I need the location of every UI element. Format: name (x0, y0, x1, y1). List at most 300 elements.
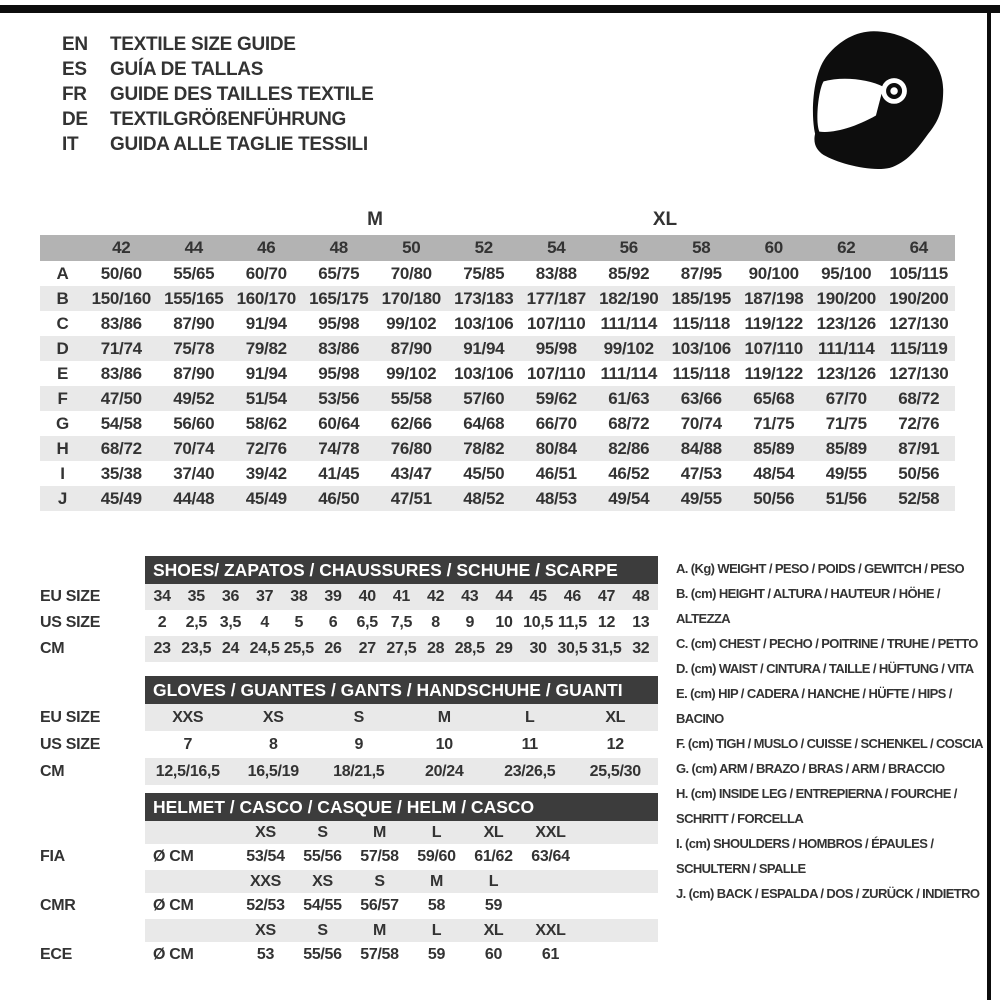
size-cell: 25,5 (282, 636, 316, 662)
helmet-size-cell: 55/56 (294, 942, 351, 968)
size-cell: 8 (431, 614, 440, 631)
size-cell: 49/52 (158, 386, 231, 411)
title-language-list (62, 32, 373, 157)
size-cell: 11,5 (557, 614, 587, 631)
size-cell: 87/90 (375, 336, 448, 361)
size-cell: 182/190 (593, 286, 666, 311)
size-cell: 25,5/30 (573, 758, 659, 785)
size-cell: 20/24 (402, 758, 488, 785)
helmet-values-row (40, 844, 658, 870)
size-cell: 32 (624, 636, 658, 662)
size-group-m: M (303, 204, 448, 235)
size-cell: 10,5 (523, 614, 554, 631)
size-cell: 79/82 (230, 336, 303, 361)
row-label: CM (40, 636, 145, 662)
size-cell: 91/94 (245, 313, 287, 333)
size-cell: 10 (495, 614, 513, 631)
helmet-size-header: M (351, 821, 408, 844)
size-cell: 107/110 (527, 363, 586, 383)
legend-item: J. (cm) BACK / ESPALDA / DOS / ZURÜCK / INDIETRO (676, 886, 980, 901)
size-cell: 47 (589, 584, 623, 610)
legend-item: A. (Kg) WEIGHT / PESO / POIDS / GEWITCH / PESO (676, 561, 965, 576)
size-group-s: S (158, 204, 303, 235)
table-row (40, 704, 658, 731)
size-column-header: 50 (375, 235, 448, 261)
size-cell: 127/130 (889, 363, 949, 383)
size-cell: 95/98 (318, 363, 360, 383)
size-cell: 23 (145, 636, 179, 662)
size-cell: 44/48 (158, 486, 231, 511)
spacer-cell (40, 676, 145, 704)
size-cell: 190/200 (810, 286, 883, 311)
size-column-header: 56 (593, 235, 666, 261)
size-cell: 29 (487, 636, 521, 662)
language-title: GUIDE DES TAILLES TEXTILE (110, 84, 374, 105)
helmet-size-cell: 59/60 (408, 844, 465, 870)
row-label: EU SIZE (40, 704, 145, 731)
legend-item: C. (cm) CHEST / PECHO / POITRINE / TRUHE / PETTO (676, 636, 978, 651)
helmet-size-header: XS (237, 919, 294, 942)
row-label: E (56, 363, 69, 383)
helmet-size-cell (522, 893, 579, 919)
row-label: D (40, 336, 85, 361)
size-cell: 95/98 (318, 313, 360, 333)
size-cell: 50/56 (898, 463, 940, 483)
size-cell: 103/106 (454, 363, 514, 383)
size-column-header: 44 (158, 235, 231, 261)
size-cell: 150/160 (85, 286, 158, 311)
size-cell: 46/52 (608, 463, 650, 483)
size-cell: 115/118 (672, 313, 730, 333)
helmet-size-cell: 58 (408, 893, 465, 919)
size-cell: 68/72 (883, 386, 956, 411)
size-cell: 72/76 (898, 413, 940, 433)
size-column-header: 46 (230, 235, 303, 261)
row-label: B (40, 286, 85, 311)
size-cell: 111/114 (600, 363, 658, 383)
size-cell: 34 (145, 584, 179, 610)
size-cell: 119/122 (744, 313, 803, 333)
helmet-size-cell: 53 (237, 942, 294, 968)
helmet-size-header: M (351, 919, 408, 942)
measurement-row (40, 286, 955, 311)
size-cell: 75/78 (158, 336, 231, 361)
language-title: TEXTILGRÖßENFÜHRUNG (110, 109, 347, 130)
helmet-size-header: L (465, 870, 522, 893)
size-cell: XL (573, 704, 659, 731)
size-cell: 38 (282, 584, 316, 610)
textile-size-table (40, 204, 955, 511)
size-cell: 48/53 (520, 486, 593, 511)
size-cell: 51/56 (810, 486, 883, 511)
size-column-header: 42 (85, 235, 158, 261)
size-cell: 60/70 (245, 263, 287, 283)
size-cell: 78/82 (448, 436, 521, 461)
measurement-row (40, 311, 955, 336)
spacer-cell (579, 844, 658, 870)
language-code: IT (62, 134, 79, 155)
size-column-header: 60 (738, 235, 811, 261)
spacer-cell (579, 870, 658, 893)
size-cell: 24,5 (248, 636, 282, 662)
gloves-size-table (40, 676, 658, 785)
helmet-size-cell: 57/58 (351, 942, 408, 968)
size-cell: 39/42 (245, 463, 287, 483)
size-cell: 48 (624, 584, 658, 610)
language-code: FR (62, 84, 87, 105)
size-cell: XXS (145, 704, 231, 731)
size-cell: M (402, 704, 488, 731)
size-cell: XS (231, 704, 317, 731)
size-cell: 42 (419, 584, 453, 610)
size-column-header: 54 (520, 235, 593, 261)
spacer-cell (145, 870, 237, 893)
size-cell: 105/115 (889, 263, 948, 283)
helmet-values-row (40, 942, 658, 968)
legend-item: B. (cm) HEIGHT / ALTURA / HAUTEUR / HÖHE / ALTEZZA (676, 586, 940, 626)
size-group-row (40, 204, 955, 235)
helmet-size-cell: 59 (465, 893, 522, 919)
size-cell: 72/76 (230, 436, 303, 461)
size-cell: 187/198 (738, 286, 811, 311)
size-cell: 48/52 (448, 486, 521, 511)
size-cell: 30,5 (555, 636, 589, 662)
size-cell: 37/40 (173, 463, 215, 483)
measurement-row (40, 411, 955, 436)
language-title: GUÍA DE TALLAS (110, 59, 264, 80)
helmet-standard-label: ECE (40, 942, 145, 968)
row-label: US SIZE (40, 610, 145, 636)
spacer-cell (579, 942, 658, 968)
size-cell: 49/54 (593, 486, 666, 511)
size-cell: 43/47 (390, 463, 432, 483)
size-cell: 56/60 (173, 413, 215, 433)
size-cell: 31,5 (589, 636, 623, 662)
size-cell: 90/100 (748, 263, 799, 283)
size-cell: 47/51 (375, 486, 448, 511)
size-cell: 7 (183, 735, 193, 753)
row-label: US SIZE (40, 731, 145, 758)
helmet-size-header: S (351, 870, 408, 893)
size-cell: 49/55 (665, 486, 738, 511)
size-cell: 39 (316, 584, 350, 610)
size-cell: 61/63 (593, 386, 666, 411)
helmet-size-cell: 60 (465, 942, 522, 968)
size-cell: 190/200 (883, 286, 956, 311)
language-row (62, 82, 373, 107)
size-cell: 68/72 (608, 413, 650, 433)
helmet-size-cell: 59 (408, 942, 465, 968)
size-cell: 51/54 (230, 386, 303, 411)
size-cell: 103/106 (665, 336, 738, 361)
size-cell: 9 (465, 614, 475, 631)
size-cell: 64/68 (463, 413, 505, 433)
size-cell: 85/89 (810, 436, 883, 461)
size-cell: 57/60 (448, 386, 521, 411)
measurement-row (40, 461, 955, 486)
measurement-row (40, 361, 955, 386)
size-cell: 54/58 (100, 413, 142, 433)
gloves-table-title: GLOVES / GUANTES / GANTS / HANDSCHUHE / GUANTI (145, 676, 658, 704)
row-label: EU SIZE (40, 584, 145, 610)
helmet-values-row (40, 893, 658, 919)
size-cell: 65/75 (318, 263, 360, 283)
size-cell: 71/75 (753, 413, 795, 433)
size-cell: 107/110 (527, 313, 586, 333)
language-row (62, 57, 373, 82)
size-cell: 62/66 (390, 413, 432, 433)
size-cell: 10 (435, 735, 453, 753)
size-cell: 95/100 (821, 263, 872, 283)
size-cell: 23/26,5 (487, 758, 573, 785)
size-cell: 44 (487, 584, 521, 610)
size-cell: 24 (213, 636, 247, 662)
spacer-cell (40, 821, 145, 844)
size-cell: 76/80 (375, 436, 448, 461)
size-cell: 87/90 (173, 363, 215, 383)
size-cell: 5 (294, 614, 304, 631)
helmet-table-title: HELMET / CASCO / CASQUE / HELM / CASCO (145, 793, 658, 821)
size-cell: 170/180 (375, 286, 448, 311)
size-cell: 12 (597, 614, 616, 631)
spacer-cell (40, 235, 85, 261)
row-label: A (56, 263, 69, 283)
measurement-row (40, 486, 955, 511)
legend-item: I. (cm) SHOULDERS / HOMBROS / ÉPAULES / SCHULTERN / SPALLE (676, 836, 934, 876)
size-cell: 65/68 (738, 386, 811, 411)
size-cell: 40 (350, 584, 384, 610)
table-row (40, 731, 658, 758)
size-cell: 23,5 (179, 636, 213, 662)
row-label: H (40, 436, 85, 461)
size-cell: 35/38 (100, 463, 142, 483)
helmet-size-header: L (408, 821, 465, 844)
helmet-size-header: XL (465, 919, 522, 942)
spacer-cell (85, 204, 158, 235)
size-cell: 16,5/19 (231, 758, 317, 785)
diameter-unit-label: Ø CM (145, 844, 237, 870)
size-cell: 18/21,5 (316, 758, 402, 785)
helmet-size-cell: 52/53 (237, 893, 294, 919)
size-cell: 111/114 (600, 313, 658, 333)
size-cell: 45/50 (463, 463, 505, 483)
row-label: C (56, 313, 69, 333)
measurement-row (40, 336, 955, 361)
size-cell: 12 (606, 735, 624, 753)
shoes-table-title: SHOES/ ZAPATOS / CHAUSSURES / SCHUHE / SCARPE (145, 556, 658, 584)
size-cell: 11 (521, 735, 538, 753)
size-cell: 84/88 (665, 436, 738, 461)
size-cell: 173/183 (448, 286, 521, 311)
size-cell: 83/86 (100, 363, 142, 383)
helmet-size-cell: 54/55 (294, 893, 351, 919)
size-cell: 30 (521, 636, 555, 662)
size-cell: 115/119 (883, 336, 956, 361)
size-cell: 50/56 (738, 486, 811, 511)
spacer-cell (579, 919, 658, 942)
helmet-size-header: XXL (522, 919, 579, 942)
size-group-l: L (448, 204, 593, 235)
language-code: ES (62, 59, 87, 80)
size-cell: 87/90 (173, 313, 215, 333)
size-cell: 70/74 (158, 436, 231, 461)
spacer-cell (145, 821, 237, 844)
helmet-size-header: XXS (237, 870, 294, 893)
size-cell: 165/175 (303, 286, 376, 311)
language-row (62, 107, 373, 132)
size-cell: 52/58 (883, 486, 956, 511)
size-cell: 103/106 (454, 313, 514, 333)
helmet-sizes-row (40, 919, 658, 942)
size-cell: 85/92 (608, 263, 650, 283)
size-cell: 155/165 (158, 286, 231, 311)
size-cell: 37 (248, 584, 282, 610)
table-row (40, 758, 658, 785)
language-title: TEXTILE SIZE GUIDE (110, 34, 296, 55)
helmet-size-header (522, 870, 579, 893)
spacer-cell (883, 204, 956, 235)
size-column-header: 52 (448, 235, 521, 261)
size-cell: 70/74 (680, 413, 722, 433)
helmet-size-header: L (408, 919, 465, 942)
spacer-cell (40, 556, 145, 584)
helmet-size-header: XL (465, 821, 522, 844)
table-title-row (40, 676, 658, 704)
size-cell: 45 (521, 584, 555, 610)
legend-item: G. (cm) ARM / BRAZO / BRAS / ARM / BRACCIO (676, 761, 945, 776)
size-cell: 91/94 (448, 336, 521, 361)
size-cell: 35 (179, 584, 213, 610)
language-code: DE (62, 109, 88, 130)
size-cell: 48/54 (753, 463, 795, 483)
size-cell: 4 (260, 614, 269, 631)
size-cell: 83/86 (100, 313, 142, 333)
size-cell: 2 (157, 614, 167, 631)
row-label: G (56, 413, 69, 433)
helmet-standard-label: FIA (40, 844, 145, 870)
size-column-header: 64 (883, 235, 956, 261)
size-cell: 177/187 (520, 286, 593, 311)
table-row (40, 636, 658, 662)
row-label: I (60, 463, 65, 483)
size-cell: 49/55 (825, 463, 867, 483)
size-cell: 107/110 (738, 336, 811, 361)
helmet-size-cell: 56/57 (351, 893, 408, 919)
size-cell: 6,5 (356, 614, 378, 631)
size-cell: 27,5 (384, 636, 418, 662)
size-cell: 99/102 (386, 313, 437, 333)
size-cell: 111/114 (810, 336, 883, 361)
helmet-size-cell: 53/54 (237, 844, 294, 870)
size-cell: 91/94 (245, 363, 287, 383)
size-cell: 43 (453, 584, 487, 610)
size-group-xl: XL (593, 204, 738, 235)
size-cell: 36 (213, 584, 247, 610)
size-cell: 45/49 (85, 486, 158, 511)
spacer-cell (40, 919, 145, 942)
racing-helmet-icon (806, 28, 948, 170)
measurement-row (40, 386, 955, 411)
size-cell: 46 (555, 584, 589, 610)
helmet-sizes-row (40, 821, 658, 844)
size-cell: 127/130 (889, 313, 949, 333)
size-cell: 63/66 (665, 386, 738, 411)
language-title: GUIDA ALLE TAGLIE TESSILI (110, 134, 368, 155)
row-label: F (40, 386, 85, 411)
size-cell: 7,5 (390, 614, 413, 631)
size-cell: 47/53 (680, 463, 722, 483)
size-cell: 3,5 (219, 614, 242, 631)
language-row (62, 32, 373, 57)
size-cell: 82/86 (593, 436, 666, 461)
size-cell: 47/50 (85, 386, 158, 411)
size-cell: 53/56 (303, 386, 376, 411)
size-cell: 123/126 (816, 363, 876, 383)
size-cell: 55/58 (375, 386, 448, 411)
size-cell: 45/49 (230, 486, 303, 511)
size-cell: 46/50 (303, 486, 376, 511)
size-cell: 99/102 (593, 336, 666, 361)
size-cell: 58/62 (245, 413, 287, 433)
table-row (40, 610, 658, 636)
size-cell: 123/126 (816, 313, 876, 333)
size-cell: 71/74 (85, 336, 158, 361)
helmet-size-header: S (294, 919, 351, 942)
size-group-xxl: XXL (738, 204, 883, 235)
size-cell: 87/91 (883, 436, 956, 461)
legend-item: D. (cm) WAIST / CINTURA / TAILLE / HÜFTUNG / VITA (676, 661, 974, 676)
size-cell: 66/70 (535, 413, 577, 433)
size-cell: 50/60 (100, 263, 142, 283)
size-cell: 119/122 (744, 363, 803, 383)
spacer-cell (579, 893, 658, 919)
size-cell: 185/195 (665, 286, 738, 311)
size-cell: 67/70 (810, 386, 883, 411)
size-cell: 87/95 (680, 263, 722, 283)
size-cell: 2,5 (185, 614, 207, 631)
helmet-standard-label: CMR (40, 893, 145, 919)
language-code: EN (62, 34, 88, 55)
size-cell: 99/102 (386, 363, 437, 383)
helmet-size-cell: 61/62 (465, 844, 522, 870)
size-cell: 28,5 (453, 636, 487, 662)
size-cell: 27 (350, 636, 384, 662)
size-cell: 85/89 (738, 436, 811, 461)
size-cell: 75/85 (463, 263, 505, 283)
helmet-sizes-row (40, 870, 658, 893)
measurement-row (40, 261, 955, 286)
size-cell: 95/98 (520, 336, 593, 361)
language-row (62, 132, 373, 157)
size-cell: 6 (328, 614, 338, 631)
size-cell: 26 (316, 636, 350, 662)
size-cell: 8 (268, 735, 278, 753)
size-cell: 115/118 (672, 363, 730, 383)
size-cell: 68/72 (85, 436, 158, 461)
helmet-size-table (40, 793, 658, 968)
size-cell: 74/78 (303, 436, 376, 461)
size-number-row (40, 235, 955, 261)
table-title-row (40, 556, 658, 584)
size-cell: 80/84 (520, 436, 593, 461)
row-label: CM (40, 758, 145, 785)
size-cell: 60/64 (318, 413, 360, 433)
diameter-unit-label: Ø CM (145, 942, 237, 968)
size-cell: 71/75 (825, 413, 867, 433)
helmet-size-header: M (408, 870, 465, 893)
size-column-header: 48 (303, 235, 376, 261)
measurement-row (40, 436, 955, 461)
